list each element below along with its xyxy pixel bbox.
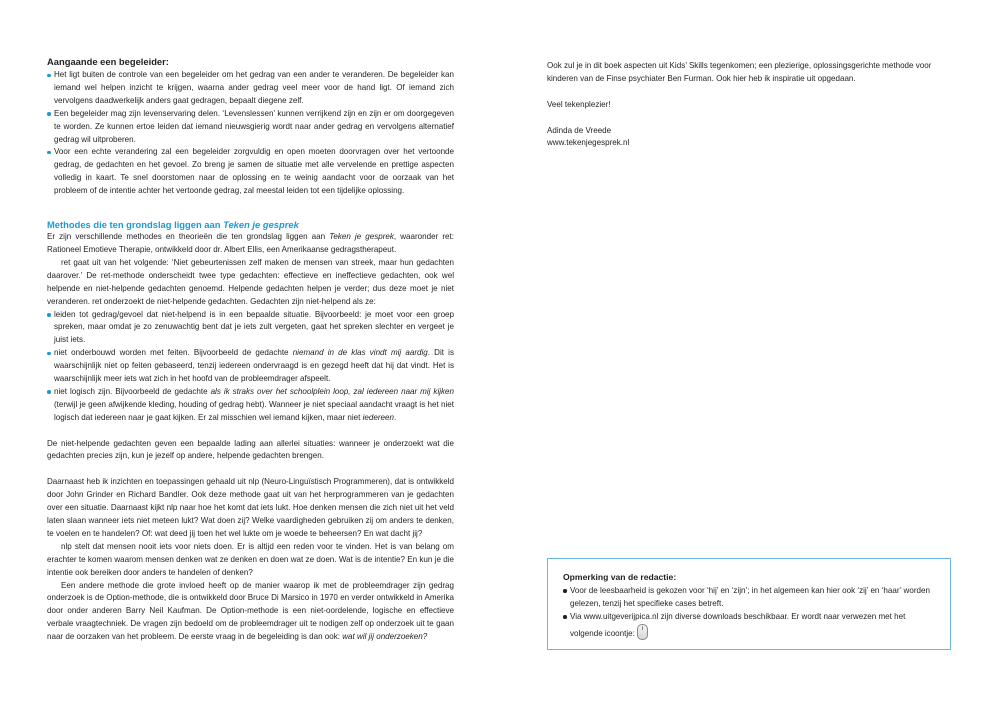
- list-item: Een begeleider mag zijn levenservaring delen. ‘Levenslessen’ kunnen verrijkend zijn en zijn er om doorgegeven te worden. Ze kunnen ertoe leiden dat iemand nieuwsgierig wordt naar ander gedrag en vervolgens alternatief gedrag wil uitproberen.: [47, 108, 454, 147]
- list-item: niet logisch zijn. Bijvoorbeeld de gedachte als ik straks over het schoolplein loop, zal iedereen naar mij kijken (terwijl je geen afwijkende kleding, houding of gedrag hebt). Wanneer je niet speciaal aandacht vraagt is het niet logisch dat iedereen naar je gaat kijken. Er zal misschien wel iemand kijken, maar niet iedereen.: [47, 386, 454, 425]
- kids-skills-paragraph: Ook zul je in dit boek aspecten uit Kids’ Skills tegenkomen; een plezierige, oplossingsgerichte methode voor kinderen van de Finse psychiater Ben Furman. Ook hier heb ik inspiratie uit opgedaan.: [547, 61, 932, 83]
- nlp-paragraph: Daarnaast heb ik inzichten en toepassingen gehaald uit nlp (Neuro-Linguïstisch Programmeren), dat is ontwikkeld door John Grinder en Richard Bandler. Ook deze methode gaat uit van het herprogrammeren van je gedachten over een situatie. Daarnaast kijkt nlp naar hoe het komt dat iets lukt. Hoe denken mensen die zich niet uit het veld laten slaan wanneer iets niet meteen lukt? Wat doen zij? Welke vaardigheden gebruiken zij om anders te denken, te voelen en te handelen? Of: wat deed jij toen het wel lukte om je woede te beheersen? En wat dacht jij?: [47, 477, 454, 538]
- list-item: niet onderbouwd worden met feiten. Bijvoorbeeld de gedachte niemand in de klas vindt mij aardig. Dit is waarschijnlijk niet op feiten gebaseerd, tenzij iedereen ondervraagd is en gezegd heeft dat hij dat vindt. Het is waarschijnlijk meer iets wat zich in het hoofd van de probleemdrager afspeelt.: [47, 347, 454, 386]
- list-item: leiden tot gedrag/gevoel dat niet-helpend is in een bepaalde situatie. Bijvoorbeeld: je moet voor een groep spreken, maar omdat je zo zenuwachtig bent dat je iets zult vergeten, gaat het spreken slechter en vergeet je juist iets.: [47, 309, 454, 348]
- methodes-intro: Er zijn verschillende methodes en theorieën die ten grondslag liggen aan Teken je gesprek, waaronder ret: Rationeel Emotieve Therapie, ontwikkeld door dr. Albert Ellis, een Amerikaanse gedragstherapeut.: [47, 232, 454, 254]
- right-page: [500, 0, 1000, 707]
- author-name: Adinda de Vreede: [547, 125, 612, 135]
- section-title-begeleider: Aangaande een begeleider:: [47, 56, 169, 67]
- section-title-methodes: Methodes die ten grondslag liggen aan Teken je gesprek: [47, 219, 299, 231]
- niet-helpende-paragraph: De niet-helpende gedachten geven een bepaalde lading aan allerlei situaties: wanneer je onderzoekt wat die gedachten precies zijn, kun je jezelf op andere, helpende gedachten brengen.: [47, 438, 454, 461]
- note-title: Opmerking van de redactie:: [563, 572, 677, 582]
- ret-list: [47, 309, 454, 425]
- author-website[interactable]: www.tekenjegesprek.nl: [547, 138, 630, 148]
- list-item: Voor een echte verandering zal een begeleider zorgvuldig en open moeten doorvragen over het vertoonde gedrag, de gedachten en het gevoel. Zo breng je samen de situatie met alle vervelende en prettige aspecten volledig in kaart. Te snel doorstomen naar de oplossing en te weinig aandacht voor de oorzaak van het probleem of de intentie achter het vertoonde gedrag, zal meestal leiden tot een tijdelijke oplossing.: [47, 146, 454, 198]
- mouse-icon: [637, 624, 648, 640]
- option-paragraph: Een andere methode die grote invloed heeft op de manier waarop ik met de probleemdrager zijn gedrag onderzoek is de Option-methode, die is ontwikkeld door Bruce Di Marsico in 1970 en verder ontwikkeld in Amerika door onder anderen Barry Neil Kaufman. De Option-methode is een niet-oordelende, logische en effectieve verbale vraagtechniek. De vragen zijn bedoeld om de probleemdrager uit te nodigen zelf op onderzoek uit te gaan naar de oorzaken van het probleem. De eerste vraag in de begeleiding is dan ook: wat wil jij onderzoeken?: [47, 580, 454, 642]
- right-column: [547, 60, 960, 150]
- list-item: Via www.uitgeverijpica.nl zijn diverse downloads beschikbaar. Er wordt naar verwezen met het volgende icoontje:: [563, 611, 938, 641]
- left-column: [47, 56, 454, 644]
- list-item: Voor de leesbaarheid is gekozen voor ‘hij’ en ‘zijn’; in het algemeen kan hier ook ‘zij’ en ‘haar’ worden gelezen, tenzij het specifieke cases betreft.: [563, 585, 938, 611]
- editorial-note-box: [547, 558, 951, 650]
- begeleider-list: [47, 69, 454, 198]
- note-list: [563, 585, 938, 641]
- ret-paragraph: ret gaat uit van het volgende: ‘Niet gebeurtenissen zelf maken de mensen van streek, maar hun gedachten daarover.’ De ret-methode onderscheidt twee type gedachten: effectieve en ineffectieve gedachten, ook wel helpende en niet-helpende gedachten genoemd. Helpende gedachten helpen je verder; dus deze moet je niet veranderen. ret onderzoekt de niet-helpende gedachten. Gedachten zijn niet-helpend als ze:: [47, 257, 454, 306]
- list-item: Het ligt buiten de controle van een begeleider om het gedrag van een ander te veranderen. De begeleider kan iemand wel helpen inzicht te krijgen, waarna ander gedrag veel meer voor de hand ligt. Of iemand zich vervolgens daadwerkelijk anders gaat gedragen, bepaalt diegene zelf.: [47, 69, 454, 108]
- closing-line: Veel tekenplezier!: [547, 99, 611, 109]
- nlp-intentie-paragraph: nlp stelt dat mensen nooit iets voor niets doen. Er is altijd een reden voor te vinden. Het is van belang om erachter te komen waarom mensen denken wat ze denken en doen wat ze doen. Wat is de intentie? En kun je die intentie ook bereiken door anders te handelen of denken?: [47, 541, 454, 577]
